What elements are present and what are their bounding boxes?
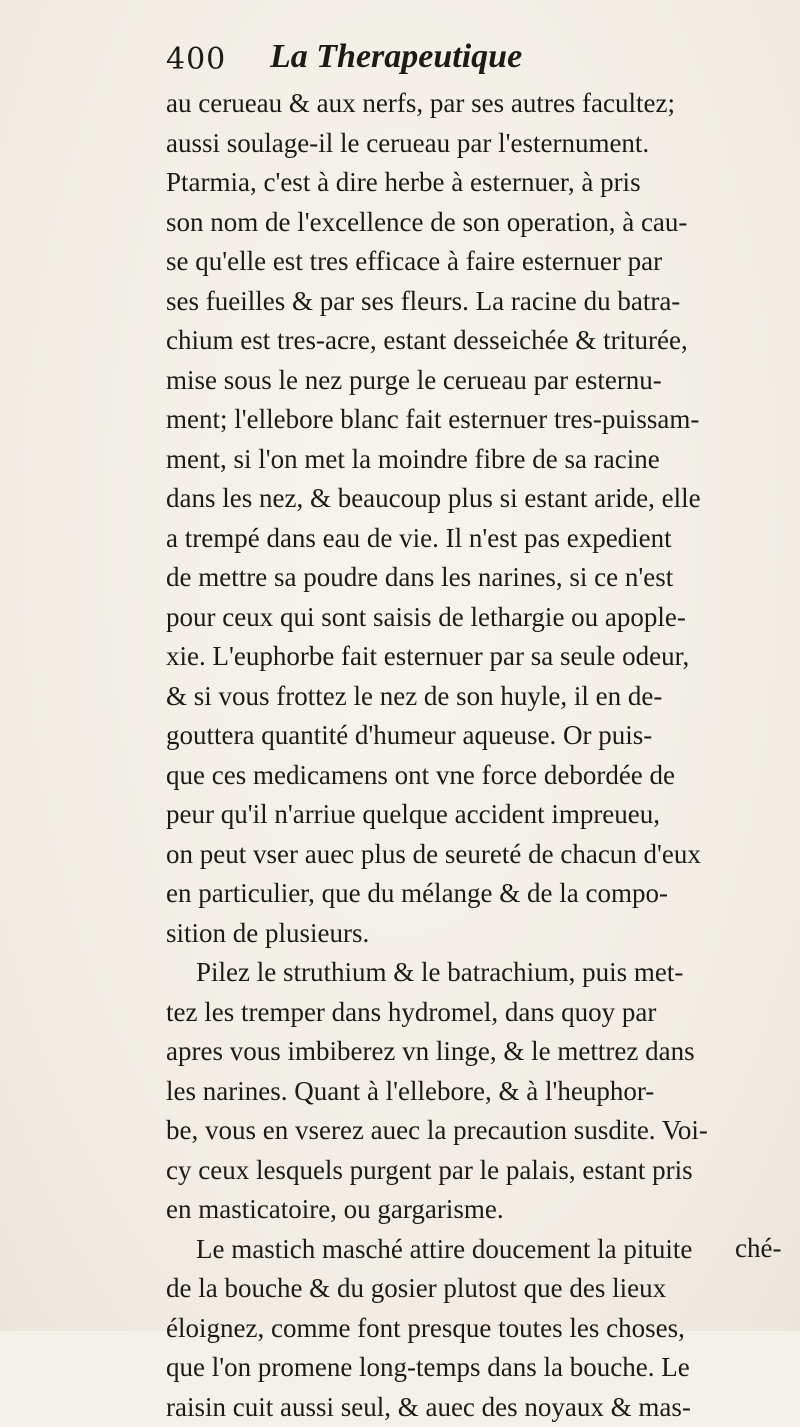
catchword: ché-	[735, 1233, 781, 1264]
text-line: de mettre sa poudre dans les narines, si ce n'est	[166, 558, 798, 598]
text-line: Le mastich masché attire doucement la pituite	[166, 1230, 798, 1270]
text-line: & si vous frottez le nez de son huyle, il en de-	[166, 677, 798, 717]
text-line: xie. L'euphorbe fait esternuer par sa seule odeur,	[166, 637, 798, 677]
text-line: que ces medicamens ont vne force debordée de	[166, 756, 798, 796]
text-line: ment; l'ellebore blanc fait esternuer tres-puissam-	[166, 400, 798, 440]
text-line: son nom de l'excellence de son operation, à cau-	[166, 203, 798, 243]
text-line: ment, si l'on met la moindre fibre de sa racine	[166, 440, 798, 480]
text-line: apres vous imbiberez vn linge, & le mettrez dans	[166, 1032, 798, 1072]
text-line: sition de plusieurs.	[166, 914, 798, 954]
body-text	[166, 84, 798, 1427]
text-line: éloignez, comme font presque toutes les choses,	[166, 1309, 798, 1349]
text-line: chium est tres-acre, estant desseichée & triturée,	[166, 321, 798, 361]
text-line: se qu'elle est tres efficace à faire esternuer par	[166, 242, 798, 282]
text-line: Pilez le struthium & le batrachium, puis met-	[166, 953, 798, 993]
text-line: aussi soulage-il le cerueau par l'esternument.	[166, 124, 798, 164]
running-head: La Therapeutique	[270, 38, 522, 76]
text-line: pour ceux qui sont saisis de lethargie ou apople-	[166, 598, 798, 638]
page-number: 400	[166, 42, 226, 77]
text-line: au cerueau & aux nerfs, par ses autres facultez;	[166, 84, 798, 124]
text-line: mise sous le nez purge le cerueau par esternu-	[166, 361, 798, 401]
text-line: be, vous en vserez auec la precaution susdite. Voi-	[166, 1111, 798, 1151]
text-line: cy ceux lesquels purgent par le palais, estant pris	[166, 1151, 798, 1191]
text-line: de la bouche & du gosier plutost que des lieux	[166, 1269, 798, 1309]
text-line: les narines. Quant à l'ellebore, & à l'heuphor-	[166, 1072, 798, 1112]
text-line: peur qu'il n'arriue quelque accident impreueu,	[166, 795, 798, 835]
text-line: raisin cuit aussi seul, & auec des noyaux & mas-	[166, 1388, 798, 1427]
text-line: en particulier, que du mélange & de la compo-	[166, 874, 798, 914]
text-line: Ptarmia, c'est à dire herbe à esternuer, à pris	[166, 163, 798, 203]
text-line: ses fueilles & par ses fleurs. La racine du batra-	[166, 282, 798, 322]
text-line: tez les tremper dans hydromel, dans quoy par	[166, 993, 798, 1033]
text-line: en masticatoire, ou gargarisme.	[166, 1190, 798, 1230]
text-line: a trempé dans eau de vie. Il n'est pas expedient	[166, 519, 798, 559]
text-line: dans les nez, & beaucoup plus si estant aride, elle	[166, 479, 798, 519]
text-line: on peut vser auec plus de seureté de chacun d'eux	[166, 835, 798, 875]
text-line: que l'on promene long-temps dans la bouche. Le	[166, 1348, 798, 1388]
text-line: gouttera quantité d'humeur aqueuse. Or puis-	[166, 716, 798, 756]
